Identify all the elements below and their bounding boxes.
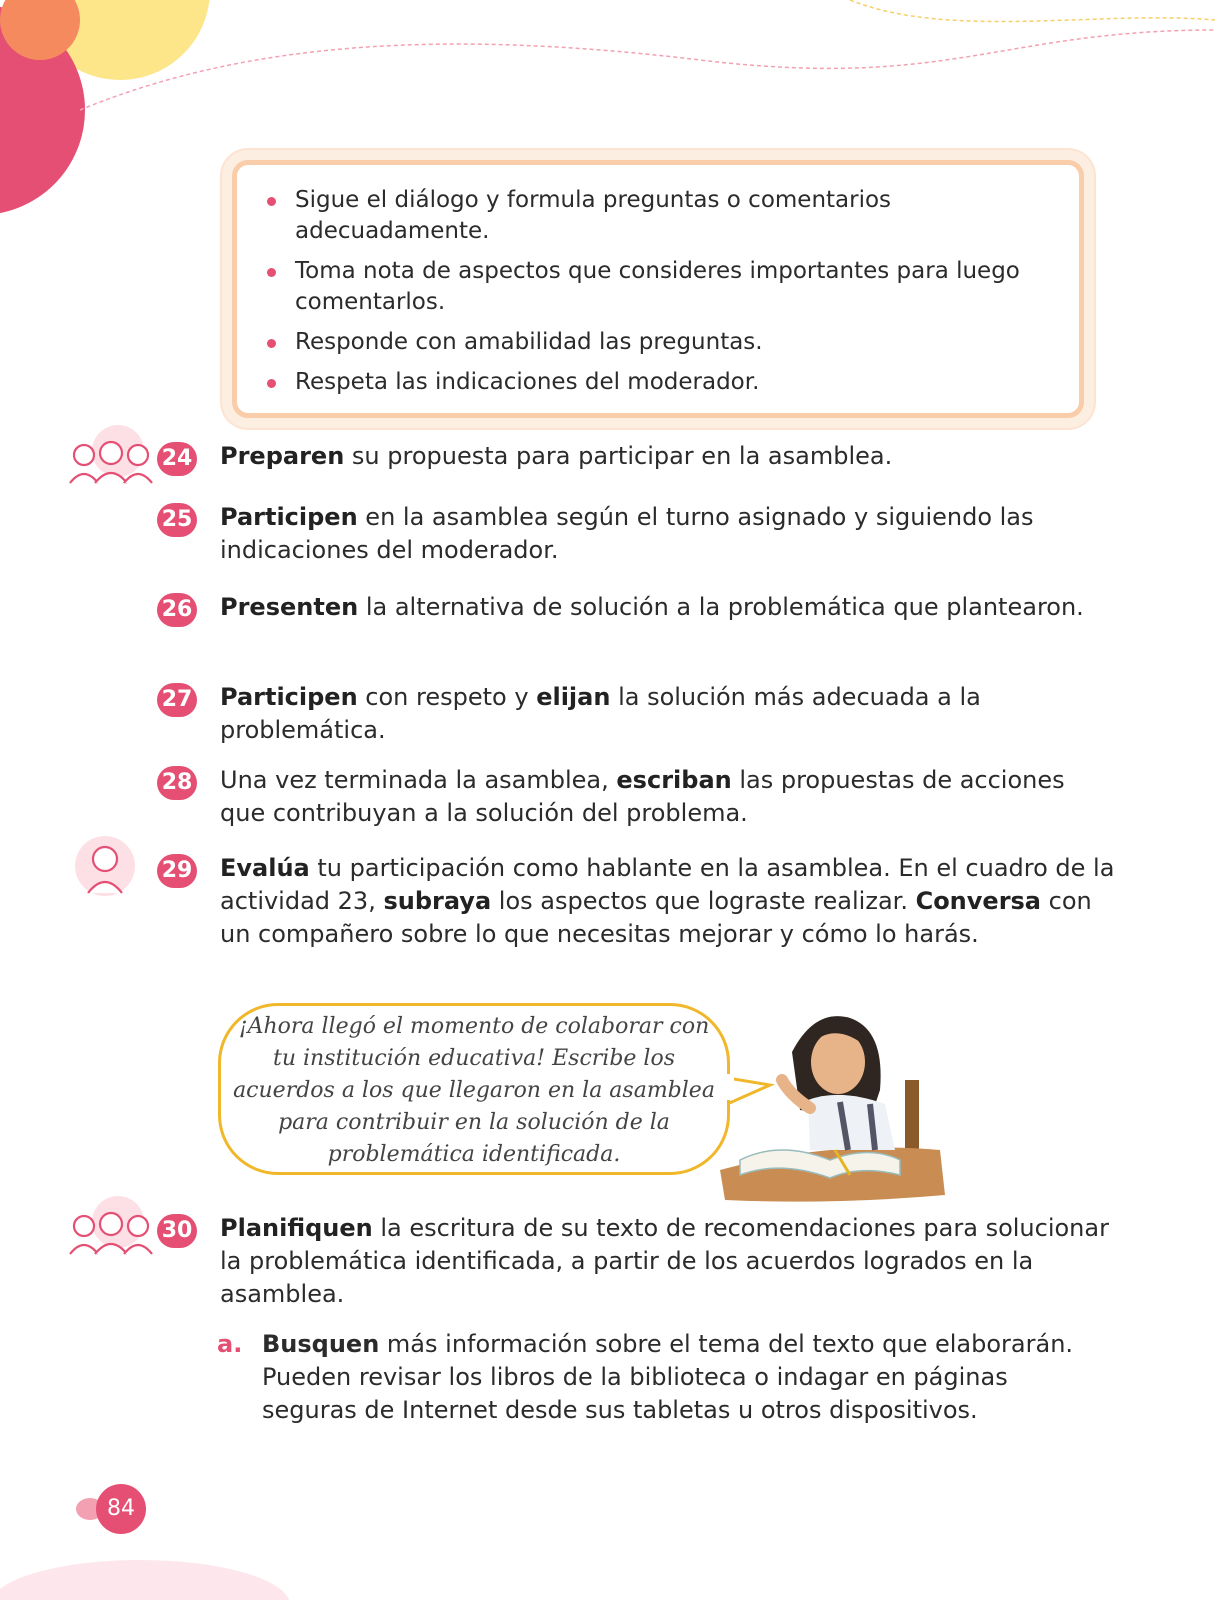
- activity-text: [220, 764, 1117, 830]
- text-segment: los aspectos que lograste realizar.: [491, 887, 916, 915]
- tip-item: Toma nota de aspectos que consideres importantes para luego comentarlos.: [267, 256, 1055, 318]
- activity-24: [157, 440, 1117, 473]
- activity-text: [220, 1212, 1117, 1311]
- activity-text: [220, 501, 1117, 567]
- activity-number: 25: [157, 503, 197, 537]
- activity-28: [157, 764, 1117, 830]
- emphasis-text: Participen: [220, 683, 358, 711]
- emphasis-text: Busquen: [262, 1330, 380, 1358]
- activity-text: [220, 852, 1117, 951]
- girl-studying-illustration: [720, 1000, 950, 1205]
- activity-text: [220, 681, 1117, 747]
- text-segment: la escritura de su texto de recomendaciones para solucionar la problemática identificada, a partir de los acuerdos logrados en la asamblea.: [220, 1214, 1109, 1308]
- emphasis-text: escriban: [616, 766, 732, 794]
- sub-item-letter: a.: [217, 1330, 243, 1358]
- activity-29: [157, 852, 1117, 951]
- activity-number: 28: [157, 766, 197, 800]
- activity-text: [220, 440, 1117, 473]
- tip-item: Sigue el diálogo y formula preguntas o comentarios adecuadamente.: [267, 185, 1055, 247]
- activity-text: [220, 591, 1117, 624]
- activity-number: 27: [157, 683, 197, 717]
- tips-list: [237, 165, 1079, 398]
- text-segment: con respeto y: [357, 683, 537, 711]
- text-segment: la solución más adecuada a la problemática.: [220, 683, 981, 744]
- individual-work-icon: [74, 835, 136, 897]
- page-number: 84: [96, 1484, 146, 1534]
- text-segment: Una vez terminada la asamblea,: [220, 766, 617, 794]
- text-segment: con un compañero sobre lo que necesitas mejorar y cómo lo harás.: [220, 887, 1092, 948]
- text-segment: tu participación como hablante en la asamblea. En el cuadro de la actividad 23,: [220, 854, 1115, 915]
- tip-item: Respeta las indicaciones del moderador.: [267, 367, 1055, 398]
- activity-number: 29: [157, 854, 197, 888]
- sub-item-a: [217, 1328, 1097, 1427]
- activity-25: [157, 501, 1117, 567]
- bottom-decoration: [0, 1530, 1215, 1600]
- emphasis-text: elijan: [536, 683, 611, 711]
- activity-number: 26: [157, 593, 197, 627]
- activity-26: [157, 591, 1117, 624]
- text-segment: las propuestas de acciones que contribuyan a la solución del problema.: [220, 766, 1065, 827]
- emphasis-text: Conversa: [915, 887, 1042, 915]
- text-segment: su propuesta para participar en la asamblea.: [344, 442, 893, 470]
- text-segment: más información sobre el tema del texto que elaborarán. Pueden revisar los libros de la biblioteca o indagar en páginas seguras de Internet desde sus tabletas u otros dispositivos.: [262, 1330, 1074, 1424]
- text-segment: la alternativa de solución a la problemática que plantearon.: [358, 593, 1084, 621]
- tip-item: Responde con amabilidad las preguntas.: [267, 327, 1055, 358]
- activity-30: [157, 1212, 1117, 1311]
- group-work-icon: [66, 425, 156, 487]
- activity-number: 30: [157, 1214, 197, 1248]
- emphasis-text: subraya: [383, 887, 492, 915]
- emphasis-text: Preparen: [220, 442, 345, 470]
- group-work-icon: [66, 1196, 156, 1258]
- text-segment: en la asamblea según el turno asignado y siguiendo las indicaciones del moderador.: [220, 503, 1034, 564]
- emphasis-text: Presenten: [220, 593, 359, 621]
- activity-27: [157, 681, 1117, 747]
- speech-bubble-text: ¡Ahora llegó el momento de colaborar con tu institución educativa! Escribe los acuerdos a los que llegaron en la asamblea para contribuir en la solución de la problemática identificada.: [233, 1014, 715, 1167]
- activity-number: 24: [157, 442, 197, 476]
- emphasis-text: Planifiquen: [220, 1214, 373, 1242]
- emphasis-text: Participen: [220, 503, 358, 531]
- sub-item-text: [262, 1328, 1097, 1427]
- emphasis-text: Evalúa: [220, 854, 310, 882]
- tips-box: [232, 160, 1084, 418]
